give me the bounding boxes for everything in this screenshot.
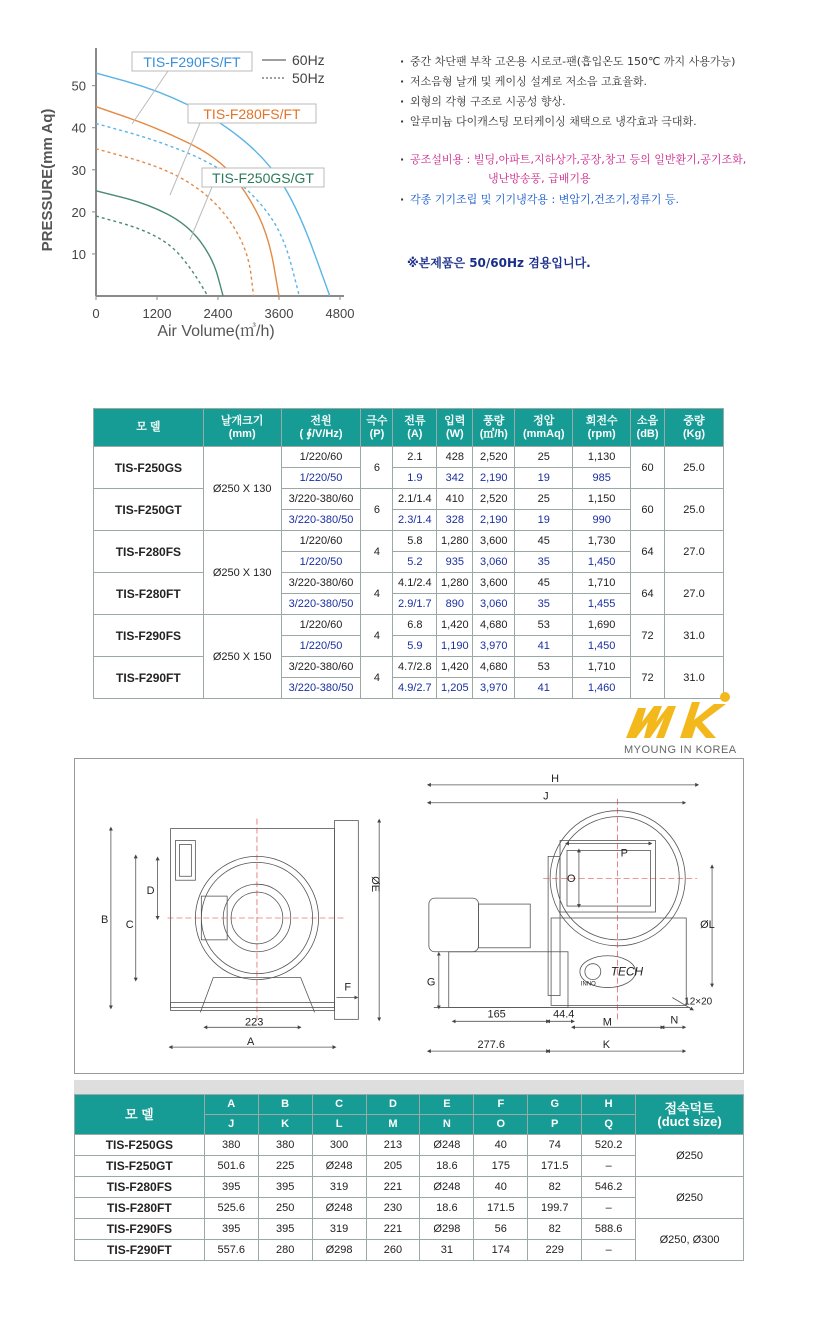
svg-text:H: H <box>551 772 559 785</box>
dim-value: Ø298 <box>312 1240 366 1261</box>
model-name: TIS-F290FS <box>94 615 204 657</box>
dim-value: 588.6 <box>582 1219 636 1240</box>
model-name: TIS-F290FT <box>75 1240 205 1261</box>
spec-value: 2.1/1.4 <box>393 489 437 510</box>
spec-value: 35 <box>515 552 573 573</box>
dim-value: 40 <box>474 1135 528 1156</box>
model-name: TIS-F280FT <box>75 1198 205 1219</box>
power: 3/220-380/60 <box>281 573 361 594</box>
weight: 27.0 <box>665 573 724 615</box>
spec-value: 2,520 <box>473 489 515 510</box>
weight: 27.0 <box>665 531 724 573</box>
weight: 25.0 <box>665 447 724 489</box>
spec-header-row <box>94 409 724 447</box>
callout-leader <box>190 187 212 240</box>
dim-column-header: Q <box>582 1115 636 1135</box>
dim-value: 199.7 <box>528 1198 582 1219</box>
spec-value: 19 <box>515 510 573 531</box>
spec-value: 1,150 <box>573 489 631 510</box>
spec-value: 5.2 <box>393 552 437 573</box>
spec-value: 2,190 <box>473 510 515 531</box>
spec-value: 1,710 <box>573 657 631 678</box>
spec-value: 1,460 <box>573 678 631 699</box>
dim-value: – <box>582 1198 636 1219</box>
logo-text: MYOUNG IN KOREA <box>624 744 737 756</box>
poles: 4 <box>361 615 393 657</box>
spec-value: 1,280 <box>437 531 473 552</box>
spec-value: 53 <box>515 657 573 678</box>
spec-value: 3,600 <box>473 573 515 594</box>
poles: 6 <box>361 447 393 489</box>
feature-item: · 외형의 각형 구조로 시공성 향상. <box>400 92 810 112</box>
header-unit: (mmAq) <box>522 427 565 440</box>
dim-value: 31 <box>420 1240 474 1261</box>
dim-value: 175 <box>474 1156 528 1177</box>
dim-value: 501.6 <box>204 1156 258 1177</box>
poles: 4 <box>361 531 393 573</box>
spec-value: 2.9/1.7 <box>393 594 437 615</box>
power: 1/220/60 <box>281 615 361 636</box>
header-unit: ( ∮/V/Hz) <box>299 427 343 440</box>
table-row <box>75 1177 744 1198</box>
svg-text:TECH: TECH <box>610 964 644 979</box>
dim-value: 546.2 <box>582 1177 636 1198</box>
spec-value: 1,190 <box>437 636 473 657</box>
table-row <box>75 1219 744 1240</box>
spec-column-header <box>515 409 573 447</box>
header-unit: (dB) <box>636 427 659 440</box>
y-tick-label: 50 <box>71 78 86 94</box>
dim-value: 380 <box>258 1135 312 1156</box>
table-row <box>94 489 724 510</box>
spec-value: 1.9 <box>393 468 437 489</box>
spec-column-header <box>393 409 437 447</box>
model-name: TIS-F250GS <box>75 1135 205 1156</box>
header-unit: (W) <box>445 427 464 440</box>
svg-text:A: A <box>247 1036 255 1049</box>
dim-column-header: O <box>474 1115 528 1135</box>
spec-value: 41 <box>515 636 573 657</box>
svg-text:223: 223 <box>245 1016 264 1029</box>
performance-chart <box>30 40 380 350</box>
noise: 72 <box>631 657 665 699</box>
spec-value: 45 <box>515 531 573 552</box>
usage-cooling: · 각종 기기조립 및 기기냉각용 : 변압기,건조기,정류기 등. <box>400 190 810 209</box>
duct-size: Ø250, Ø300 <box>636 1219 744 1261</box>
spec-value: 3,060 <box>473 552 515 573</box>
series-line <box>96 216 208 296</box>
dim-value: 525.6 <box>204 1198 258 1219</box>
power: 1/220/50 <box>281 636 361 657</box>
spec-value: 1,730 <box>573 531 631 552</box>
spec-value: 4.9/2.7 <box>393 678 437 699</box>
spec-value: 19 <box>515 468 573 489</box>
spec-value: 41 <box>515 678 573 699</box>
power: 3/220-380/50 <box>281 594 361 615</box>
model-name: TIS-F290FS <box>75 1219 205 1240</box>
noise: 64 <box>631 573 665 615</box>
dim-value: Ø248 <box>420 1177 474 1198</box>
spec-value: 2.1 <box>393 447 437 468</box>
header-label: 회전수 <box>585 414 618 427</box>
dim-value: 18.6 <box>420 1156 474 1177</box>
dim-value: 557.6 <box>204 1240 258 1261</box>
power: 1/220/60 <box>281 531 361 552</box>
dim-value: 395 <box>258 1219 312 1240</box>
legend-label: 60Hz <box>292 52 325 68</box>
dim-column-header: L <box>312 1115 366 1135</box>
table-row <box>94 573 724 594</box>
spec-column-header <box>437 409 473 447</box>
spec-value: 4,680 <box>473 615 515 636</box>
dim-value: 56 <box>474 1219 528 1240</box>
dim-value: 221 <box>366 1177 420 1198</box>
spec-column-header <box>665 409 724 447</box>
dim-value: 221 <box>366 1219 420 1240</box>
dim-value: 171.5 <box>528 1156 582 1177</box>
spec-body <box>94 447 724 699</box>
spec-value: 5.9 <box>393 636 437 657</box>
power: 1/220/50 <box>281 552 361 573</box>
noise: 64 <box>631 531 665 573</box>
model-name: TIS-F250GS <box>94 447 204 489</box>
spec-column-header <box>361 409 393 447</box>
table-row <box>94 615 724 636</box>
noise: 60 <box>631 447 665 489</box>
logo-mark-icon <box>626 692 730 738</box>
header-unit: (Kg) <box>683 427 706 440</box>
noise: 72 <box>631 615 665 657</box>
svg-text:G: G <box>426 976 436 989</box>
power: 1/220/50 <box>281 468 361 489</box>
hz-note: ※본제품은 50/60Hz 겸용입니다. <box>407 256 591 270</box>
dim-value: 82 <box>528 1177 582 1198</box>
dim-column-header: A <box>204 1095 258 1115</box>
spec-value: 328 <box>437 510 473 531</box>
spec-value: 25 <box>515 447 573 468</box>
spec-value: 4.1/2.4 <box>393 573 437 594</box>
spec-column-header <box>473 409 515 447</box>
dim-value: 319 <box>312 1219 366 1240</box>
duct-size: Ø250 <box>636 1135 744 1177</box>
model-name: TIS-F280FT <box>94 573 204 615</box>
noise: 60 <box>631 489 665 531</box>
dim-value: 395 <box>258 1177 312 1198</box>
usage-hvac: · 공조설비용 : 빌딩,아파트,지하상가,공장,창고 등의 일반환기,공기조화, 냉난방송풍, 급배기용 <box>400 150 810 188</box>
power: 1/220/60 <box>281 447 361 468</box>
svg-text:P: P <box>620 847 628 860</box>
spec-value: 4.7/2.8 <box>393 657 437 678</box>
spec-table <box>93 408 724 699</box>
dim-value: – <box>582 1240 636 1261</box>
dim-body <box>75 1135 744 1261</box>
svg-text:M: M <box>602 1016 612 1029</box>
y-tick-label: 10 <box>71 246 86 262</box>
dim-value: 300 <box>312 1135 366 1156</box>
feature-item: · 저소음형 날개 및 케이싱 설계로 저소음 고효율화. <box>400 72 810 92</box>
dim-value: 319 <box>312 1177 366 1198</box>
spec-value: 935 <box>437 552 473 573</box>
model-name: TIS-F280FS <box>75 1177 205 1198</box>
callout-leader <box>132 71 168 124</box>
legend-label: 50Hz <box>292 70 325 86</box>
table-row <box>94 447 724 468</box>
header-label: 접속덕트 <box>664 1100 715 1116</box>
x-tick-label: 4800 <box>325 306 355 321</box>
dim-value: 260 <box>366 1240 420 1261</box>
y-tick-label: 30 <box>71 162 86 178</box>
dim-column-header: M <box>366 1115 420 1135</box>
front-view-labels <box>101 876 381 1048</box>
callout-label: TIS-F250GS/GT <box>212 170 314 186</box>
duct-header <box>636 1095 744 1135</box>
svg-text:K: K <box>602 1039 611 1052</box>
header-label: 소음 <box>636 414 659 427</box>
dim-value: 213 <box>366 1135 420 1156</box>
dim-value: Ø248 <box>312 1198 366 1219</box>
model-header: 모 델 <box>75 1095 205 1135</box>
table-row <box>75 1135 744 1156</box>
dim-value: 82 <box>528 1219 582 1240</box>
model-name: TIS-F280FS <box>94 531 204 573</box>
svg-text:F: F <box>344 981 352 994</box>
dim-value: 395 <box>204 1177 258 1198</box>
dim-header-row <box>75 1095 744 1115</box>
spec-value: 35 <box>515 594 573 615</box>
header-label: 전류 <box>404 414 426 427</box>
dim-column-header: D <box>366 1095 420 1115</box>
y-axis-label: PRESSURE(mm Aq) <box>39 108 56 252</box>
spec-value: 1,130 <box>573 447 631 468</box>
dim-column-header: F <box>474 1095 528 1115</box>
dim-value: 520.2 <box>582 1135 636 1156</box>
header-label: 정압 <box>533 414 555 427</box>
spec-value: 1,690 <box>573 615 631 636</box>
spec-value: 1,455 <box>573 594 631 615</box>
dim-value: 205 <box>366 1156 420 1177</box>
header-unit: (P) <box>369 427 385 440</box>
poles: 4 <box>361 657 393 699</box>
x-axis-label: Air Volume(㎥/h) <box>157 323 275 340</box>
poles: 4 <box>361 573 393 615</box>
svg-text:12×20: 12×20 <box>684 996 713 1008</box>
power: 3/220-380/50 <box>281 510 361 531</box>
spec-value: 342 <box>437 468 473 489</box>
spec-value: 3,970 <box>473 636 515 657</box>
spec-value: 1,280 <box>437 573 473 594</box>
dim-column-header: G <box>528 1095 582 1115</box>
spec-value: 428 <box>437 447 473 468</box>
spec-value: 410 <box>437 489 473 510</box>
header-label: 모 델 <box>136 421 161 433</box>
spec-value: 2.3/1.4 <box>393 510 437 531</box>
dim-column-header: B <box>258 1095 312 1115</box>
feature-item: · 중간 차단팬 부착 고온용 시로코-팬(흡입온도 150℃ 까지 사용가능) <box>400 52 810 72</box>
spec-column-header <box>203 409 281 447</box>
header-unit: (㎥/h) <box>479 427 508 440</box>
dim-column-header: H <box>582 1095 636 1115</box>
spec-value: 1,420 <box>437 615 473 636</box>
divider-band <box>74 1080 744 1094</box>
svg-text:J: J <box>543 790 549 803</box>
x-tick-label: 3600 <box>264 306 294 321</box>
y-tick-label: 40 <box>71 120 86 136</box>
svg-text:ØE: ØE <box>369 876 382 893</box>
table-row <box>94 531 724 552</box>
poles: 6 <box>361 489 393 531</box>
spec-value: 3,970 <box>473 678 515 699</box>
header-label: 전원 <box>310 414 332 427</box>
header-label: 중량 <box>683 414 705 427</box>
header-label: 입력 <box>444 414 466 427</box>
dim-value: – <box>582 1156 636 1177</box>
dim-value: 74 <box>528 1135 582 1156</box>
spec-value: 2,190 <box>473 468 515 489</box>
dim-value: 380 <box>204 1135 258 1156</box>
usage-notes <box>400 150 810 209</box>
spec-value: 4,680 <box>473 657 515 678</box>
front-view <box>111 819 382 1048</box>
callout-label: TIS-F290FS/FT <box>143 54 241 70</box>
feature-list <box>400 52 810 132</box>
spec-value: 45 <box>515 573 573 594</box>
svg-text:277.6: 277.6 <box>477 1039 505 1052</box>
spec-value: 985 <box>573 468 631 489</box>
spec-value: 25 <box>515 489 573 510</box>
dim-value: 40 <box>474 1177 528 1198</box>
header-label: (duct size) <box>657 1113 722 1129</box>
svg-text:44.4: 44.4 <box>553 1008 575 1021</box>
spec-column-header <box>281 409 361 447</box>
dim-column-header: P <box>528 1115 582 1135</box>
power: 3/220-380/50 <box>281 678 361 699</box>
dim-value: 395 <box>204 1219 258 1240</box>
series-line <box>96 124 299 296</box>
dim-column-header: K <box>258 1115 312 1135</box>
header-unit: (mm) <box>228 427 256 440</box>
svg-text:165: 165 <box>487 1008 506 1021</box>
dim-column-header: J <box>204 1115 258 1135</box>
svg-text:ØL: ØL <box>700 918 715 931</box>
dim-value: 171.5 <box>474 1198 528 1219</box>
spec-value: 3,600 <box>473 531 515 552</box>
dim-value: 229 <box>528 1240 582 1261</box>
svg-text:N: N <box>670 1014 679 1027</box>
weight: 31.0 <box>665 615 724 657</box>
dimension-table <box>74 1094 744 1261</box>
dim-value: Ø248 <box>312 1156 366 1177</box>
spec-value: 53 <box>515 615 573 636</box>
spec-value: 1,420 <box>437 657 473 678</box>
dim-value: Ø248 <box>420 1135 474 1156</box>
svg-text:O: O <box>566 873 576 886</box>
dim-header <box>75 1095 744 1135</box>
svg-text:C: C <box>125 918 134 931</box>
spec-value: 5.8 <box>393 531 437 552</box>
header-unit: (A) <box>407 427 423 440</box>
weight: 25.0 <box>665 489 724 531</box>
table-row <box>94 657 724 678</box>
spec-column-header <box>631 409 665 447</box>
header-label: 날개크기 <box>220 414 264 427</box>
header-label: 풍량 <box>483 414 505 427</box>
dim-value: Ø298 <box>420 1219 474 1240</box>
callout-label: TIS-F280FS/FT <box>203 106 301 122</box>
dim-value: 18.6 <box>420 1198 474 1219</box>
dimension-drawing <box>74 758 744 1074</box>
spec-value: 3,060 <box>473 594 515 615</box>
spec-value: 890 <box>437 594 473 615</box>
dim-value: 225 <box>258 1156 312 1177</box>
duct-size: Ø250 <box>636 1177 744 1219</box>
spec-value: 1,450 <box>573 552 631 573</box>
power: 3/220-380/60 <box>281 489 361 510</box>
spec-value: 1,205 <box>437 678 473 699</box>
dim-value: 230 <box>366 1198 420 1219</box>
svg-text:B: B <box>100 913 109 926</box>
x-tick-label: 1200 <box>142 306 172 321</box>
model-name: TIS-F250GT <box>75 1156 205 1177</box>
spec-column-header <box>573 409 631 447</box>
series-line <box>96 107 279 296</box>
header-unit: (rpm) <box>587 427 616 440</box>
spec-value: 6.8 <box>393 615 437 636</box>
power: 3/220-380/60 <box>281 657 361 678</box>
header-label: 극수 <box>366 414 388 427</box>
y-tick-label: 20 <box>71 204 86 220</box>
dim-column-header: C <box>312 1095 366 1115</box>
model-name: TIS-F290FT <box>94 657 204 699</box>
callout-leader <box>170 123 200 195</box>
dim-value: 174 <box>474 1240 528 1261</box>
dim-column-header: N <box>420 1115 474 1135</box>
blade-size: Ø250 X 150 <box>203 615 281 699</box>
blade-size: Ø250 X 130 <box>203 447 281 531</box>
x-tick-label: 0 <box>92 306 100 321</box>
feature-item: · 알루미늄 다이캐스팅 모터케이싱 채택으로 냉각효과 극대화. <box>400 112 810 132</box>
svg-text:INNO: INNO <box>580 981 596 988</box>
dim-value: 280 <box>258 1240 312 1261</box>
blade-size: Ø250 X 130 <box>203 531 281 615</box>
x-tick-label: 2400 <box>203 306 233 321</box>
spec-value: 2,520 <box>473 447 515 468</box>
model-name: TIS-F250GT <box>94 489 204 531</box>
spec-value: 1,450 <box>573 636 631 657</box>
spec-value: 1,710 <box>573 573 631 594</box>
weight: 31.0 <box>665 657 724 699</box>
spec-value: 990 <box>573 510 631 531</box>
svg-text:D: D <box>146 885 155 898</box>
dim-column-header: E <box>420 1095 474 1115</box>
spec-column-header <box>94 409 204 447</box>
dim-value: 250 <box>258 1198 312 1219</box>
